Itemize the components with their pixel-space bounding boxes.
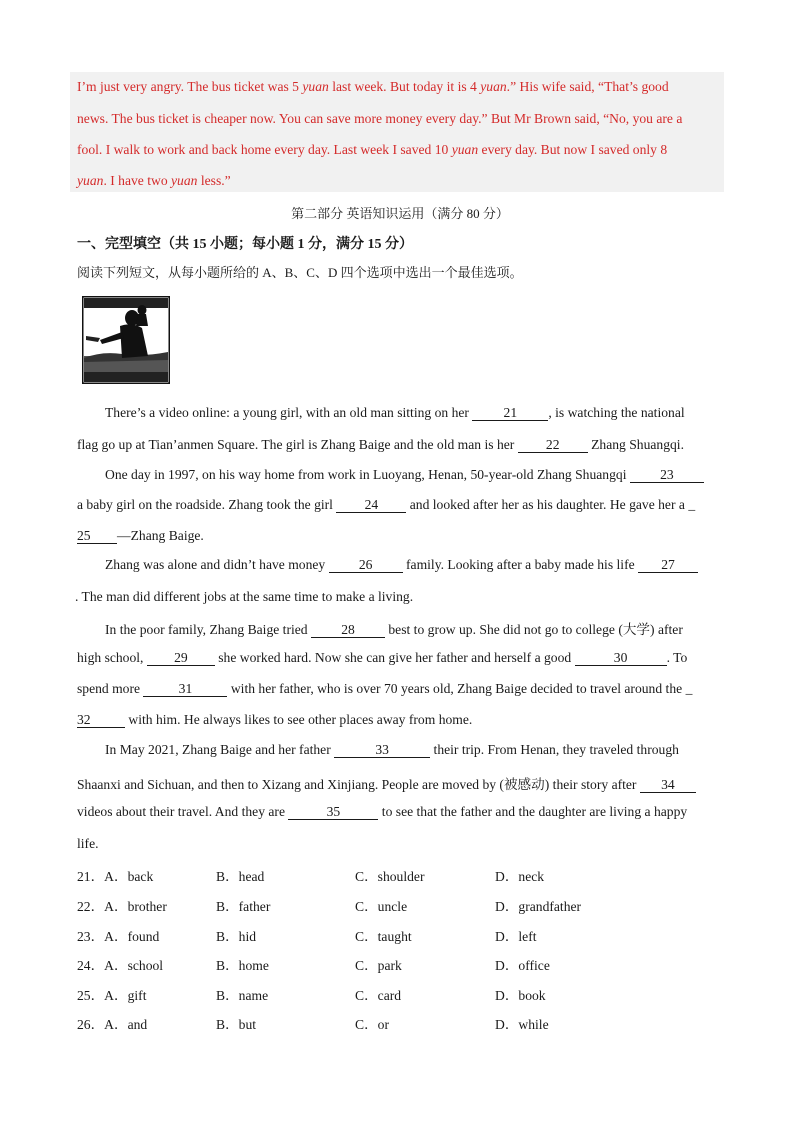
option-24-b[interactable]: B．home [216, 958, 269, 973]
answer-text: news. The bus ticket is cheaper now. You can save more money every day.” But Mr Brown said, “No, you are a [77, 111, 683, 126]
passage-text: videos about their travel. And they are [77, 804, 289, 819]
option-25-d[interactable]: D．book [495, 988, 546, 1003]
passage-text: flag go up at Tian’anmen Square. The girl is Zhang Baige and the old man is her [77, 437, 518, 452]
answer-text: I’m just very angry. The bus ticket was 5 [77, 79, 303, 94]
passage-text: _ [685, 681, 693, 696]
option-22-a[interactable]: 22．A．brother [77, 899, 167, 914]
passage-line-12 [105, 742, 679, 758]
option-26-a[interactable]: 26．A．and [77, 1017, 148, 1032]
blank-27[interactable]: 27 [638, 558, 698, 573]
option-25-a[interactable]: 25．A．gift [77, 988, 147, 1003]
answer-italic: yuan [77, 173, 104, 188]
answer-text: every day. But now I saved only 8 [478, 142, 668, 157]
option-24-d[interactable]: D．office [495, 958, 550, 973]
answer-text: last week. But today it is 4 [328, 79, 481, 94]
answer-text: .” His wife said, “That’s good [506, 79, 669, 94]
passage-line-9 [77, 650, 687, 666]
passage-text: . The man did different jobs at the same time to make a living. [75, 589, 414, 604]
option-21-d[interactable]: D．neck [495, 869, 545, 884]
option-26-d[interactable]: D．while [495, 1017, 549, 1032]
blank-33[interactable]: 33 [334, 743, 430, 758]
blank-29[interactable]: 29 [147, 651, 215, 666]
option-21-c[interactable]: C．shoulder [355, 869, 425, 884]
answer-text: . I have two [103, 173, 172, 188]
passage-text: —Zhang Baige. [117, 528, 204, 543]
option-26-c[interactable]: C．or [355, 1017, 389, 1032]
answer-line-3 [77, 142, 667, 158]
option-22-b[interactable]: B．father [216, 899, 271, 914]
passage-text: Zhang Shuangqi. [587, 437, 684, 452]
part-title: 第二部分 英语知识运用（满分 80 分） [291, 206, 509, 221]
passage-text: with her father, who is over 70 years old, Zhang Baige decided to travel around the [227, 681, 686, 696]
option-22-d[interactable]: D．grandfather [495, 899, 582, 914]
option-26-b[interactable]: B．but [216, 1017, 257, 1032]
passage-text: In May 2021, Zhang Baige and her father [105, 742, 335, 757]
answer-line-1 [77, 79, 669, 95]
option-23-a[interactable]: 23．A．found [77, 929, 160, 944]
option-23-c[interactable]: C．taught [355, 929, 412, 944]
passage-line-10 [77, 681, 692, 697]
section-title: 一、完型填空（共 15 小题；每小题 1 分，满分 15 分） [77, 237, 413, 252]
passage-line-15 [77, 836, 99, 852]
passage-text: _ [688, 497, 696, 512]
blank-22[interactable]: 22 [518, 438, 588, 453]
blank-24[interactable]: 24 [336, 498, 406, 513]
blank-34[interactable]: 34 [640, 778, 696, 793]
passage-text: In the poor family, Zhang Baige tried [105, 622, 311, 637]
answer-line-4 [77, 173, 231, 189]
passage-line-8 [105, 618, 683, 638]
passage-text: high school, [77, 650, 147, 665]
answer-italic: yuan [302, 79, 329, 94]
passage-text: life. [77, 836, 99, 851]
passage-text: . To [666, 650, 688, 665]
passage-text: family. Looking after a baby made his life [402, 557, 639, 572]
passage-line-1 [105, 405, 685, 421]
passage-line-11 [77, 712, 472, 728]
answer-text: fool. I walk to work and back home every day. Last week I saved 10 [77, 142, 452, 157]
option-24-c[interactable]: C．park [355, 958, 402, 973]
passage-text: spend more [77, 681, 144, 696]
answer-line-2 [77, 111, 682, 127]
blank-31[interactable]: 31 [143, 682, 227, 697]
passage-line-5 [77, 528, 204, 544]
passage-text: There’s a video online: a young girl, with an old man sitting on her [105, 405, 473, 420]
passage-text: , is watching the national [548, 405, 685, 420]
passage-line-2 [77, 437, 684, 453]
blank-30[interactable]: 30 [575, 651, 667, 666]
answer-text: less.” [197, 173, 231, 188]
option-25-c[interactable]: C．card [355, 988, 402, 1003]
blank-26[interactable]: 26 [329, 558, 403, 573]
option-21-b[interactable]: B．head [216, 869, 265, 884]
blank-21[interactable]: 21 [472, 406, 548, 421]
passage-line-3 [105, 467, 704, 483]
answer-italic: yuan [171, 173, 198, 188]
instruction-text: 阅读下列短文，从每小题所给的 A、B、C、D 四个选项中选出一个最佳选项。 [77, 265, 523, 280]
passage-text: Shaanxi and Sichuan, and then to Xizang and Xinjiang. People are moved by (被感动) their story after [77, 777, 640, 792]
answer-italic: yuan [480, 79, 507, 94]
passage-line-6 [105, 557, 698, 573]
option-23-b[interactable]: B．hid [216, 929, 257, 944]
passage-line-4 [77, 497, 695, 513]
passage-line-14 [77, 804, 687, 820]
option-23-d[interactable]: D．left [495, 929, 537, 944]
passage-text: their trip. From Henan, they traveled through [430, 742, 679, 757]
blank-32[interactable]: 32 [77, 713, 125, 728]
passage-text: with him. He always likes to see other places away from home. [125, 712, 473, 727]
passage-text: Zhang was alone and didn’t have money [105, 557, 329, 572]
passage-text: and looked after her as his daughter. He gave her a [406, 497, 689, 512]
option-25-b[interactable]: B．name [216, 988, 269, 1003]
man-with-child-silhouette-icon [82, 296, 170, 384]
passage-line-13 [77, 773, 696, 793]
blank-35[interactable]: 35 [288, 805, 378, 820]
answer-italic: yuan [451, 142, 479, 157]
passage-text: a baby girl on the roadside. Zhang took the girl [77, 497, 337, 512]
passage-text: to see that the father and the daughter are living a happy [378, 804, 688, 819]
option-24-a[interactable]: 24．A．school [77, 958, 164, 973]
blank-23[interactable]: 23 [630, 468, 704, 483]
passage-text: One day in 1997, on his way home from work in Luoyang, Henan, 50-year-old Zhang Shuangqi [105, 467, 630, 482]
blank-28[interactable]: 28 [311, 623, 385, 638]
blank-25[interactable]: 25 [77, 529, 117, 544]
option-22-c[interactable]: C．uncle [355, 899, 408, 914]
passage-text: best to grow up. She did not go to college (大学) after [384, 622, 683, 637]
passage-line-7 [75, 589, 413, 605]
option-21-a[interactable]: 21．A．back [77, 869, 154, 884]
passage-text: she worked hard. Now she can give her father and herself a good [214, 650, 575, 665]
